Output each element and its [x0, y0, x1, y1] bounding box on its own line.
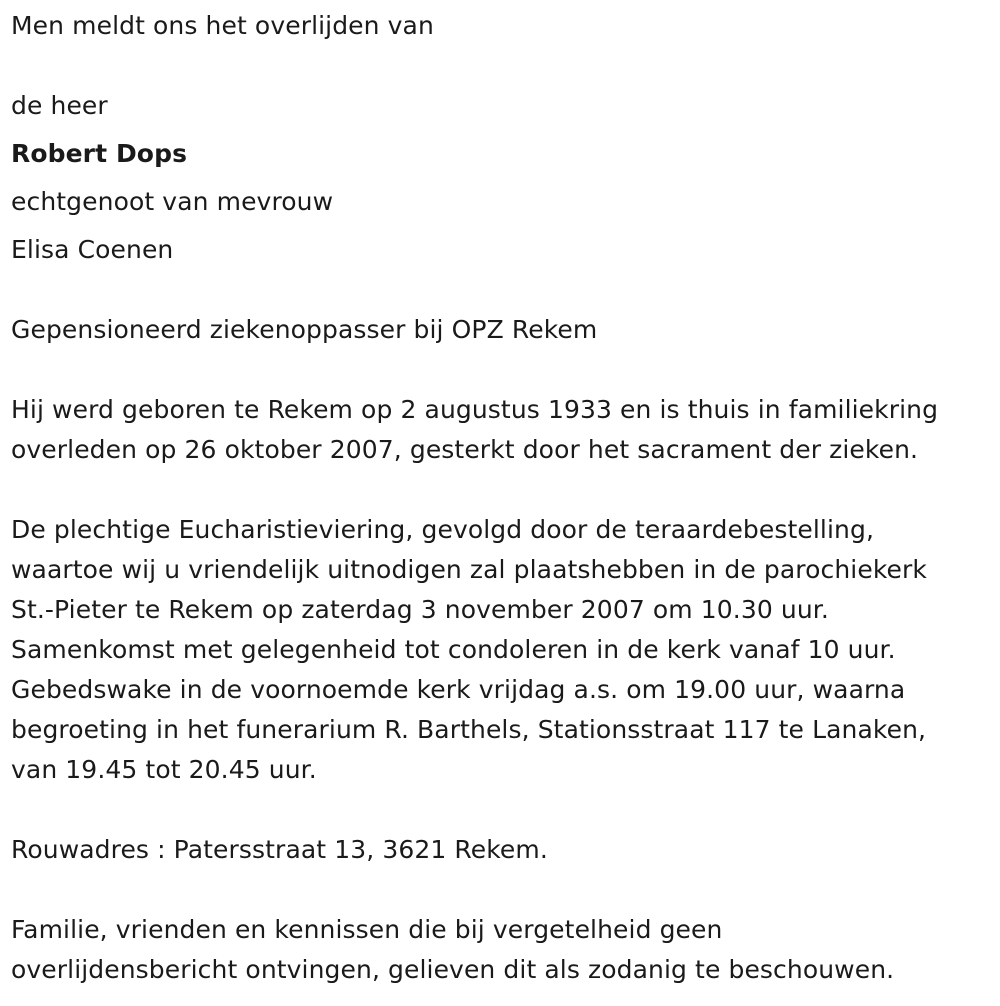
ceremony-line-1: De plechtige Eucharistieviering, gevolgd door de teraardebestelling, — [11, 515, 874, 544]
ceremony-line-3: St.-Pieter te Rekem op zaterdag 3 november 2007 om 10.30 uur. — [11, 595, 829, 624]
ceremony-line-6: begroeting in het funerarium R. Barthels, Stationsstraat 117 te Lanaken, — [11, 715, 927, 744]
spouse-name: Elisa Coenen — [11, 235, 174, 264]
ceremony-line-7: van 19.45 tot 20.45 uur. — [11, 755, 317, 784]
closing-line-1: Familie, vrienden en kennissen die bij vergetelheid geen — [11, 915, 723, 944]
ceremony-line-2: waartoe wij u vriendelijk uitnodigen zal plaatshebben in de parochiekerk — [11, 555, 927, 584]
ceremony-line-5: Gebedswake in de voornoemde kerk vrijdag a.s. om 19.00 uur, waarna — [11, 675, 906, 704]
occupation: Gepensioneerd ziekenoppasser bij OPZ Rekem — [11, 315, 598, 344]
ceremony-line-4: Samenkomst met gelegenheid tot condoleren in de kerk vanaf 10 uur. — [11, 635, 896, 664]
closing-line-2: overlijdensbericht ontvingen, gelieven dit als zodanig te beschouwen. — [11, 955, 895, 984]
deceased-name: Robert Dops — [11, 139, 188, 168]
mourning-address: Rouwadres : Patersstraat 13, 3621 Rekem. — [11, 835, 548, 864]
birth-death-line-2: overleden op 26 oktober 2007, gesterkt door het sacrament der zieken. — [11, 435, 919, 464]
birth-death-line-1: Hij werd geboren te Rekem op 2 augustus 1933 en is thuis in familiekring — [11, 395, 939, 424]
honorific: de heer — [11, 91, 108, 120]
spouse-prefix: echtgenoot van mevrouw — [11, 187, 334, 216]
intro-text: Men meldt ons het overlijden van — [11, 11, 434, 40]
